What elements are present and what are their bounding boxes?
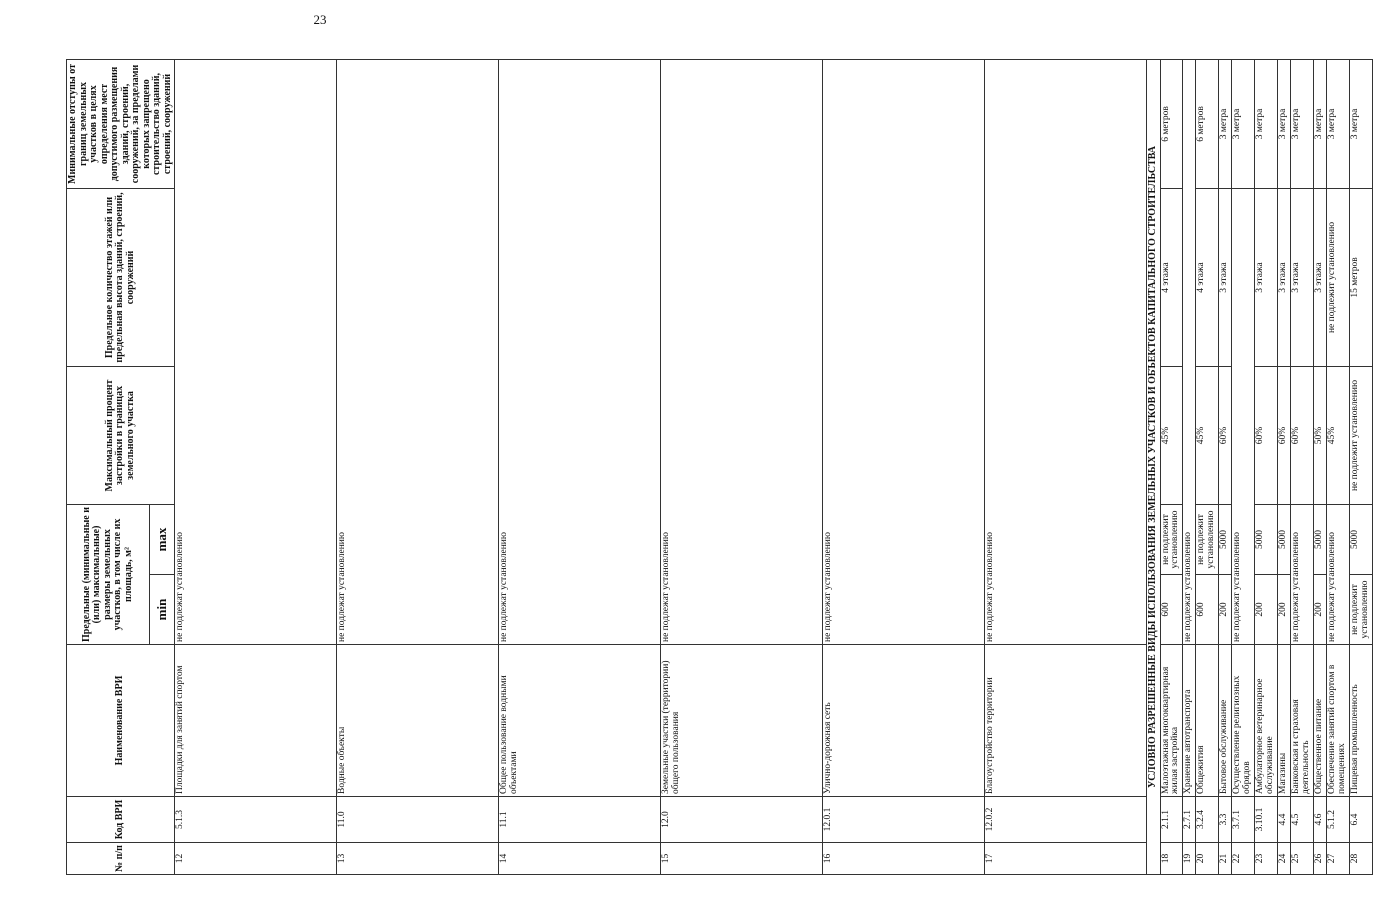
cell-num: 20 (1196, 843, 1219, 875)
cell-pct: 50% (1314, 366, 1327, 504)
table-row (1160, 59, 1183, 874)
rotated-table-container (66, 60, 1370, 875)
cell-name: Малоэтажная многоквартирная жилая застройка (1160, 645, 1183, 797)
cell-num: 12 (175, 843, 337, 875)
table-row (985, 59, 1147, 874)
cell-code: 5.1.3 (175, 797, 337, 843)
cell-name: Улично-дорожная сеть (823, 645, 985, 797)
cell-pct: 60% (1291, 366, 1314, 504)
cell-name: Водные объекты (337, 645, 499, 797)
cell-min: 200 (1255, 575, 1278, 645)
section-title: УСЛОВНО РАЗРЕШЕННЫЕ ВИДЫ ИСПОЛЬЗОВАНИЯ ЗЕМЕЛЬНЫХ УЧАСТКОВ И ОБЪЕКТОВ КАПИТАЛЬНОГО СТРОИТЕЛЬСТВА (1147, 59, 1161, 874)
cell-num: 15 (661, 843, 823, 875)
cell-setback: 3 метра (1255, 59, 1278, 188)
cell-setback: 3 метра (1278, 59, 1291, 188)
table-row (1291, 59, 1314, 874)
table-row (1196, 59, 1219, 874)
cell-name: Благоустройство территории (985, 645, 1147, 797)
header-pct: Максимальный процент застройки в границах земельного участка (67, 366, 175, 504)
cell-span: не подлежат установлению (1291, 504, 1314, 644)
cell-code: 2.7.1 (1183, 797, 1196, 843)
cell-floors: 4 этажа (1196, 188, 1219, 366)
cell-floors: не подлежит установлению (1327, 188, 1350, 366)
table-row (1183, 59, 1196, 874)
cell-name: Хранение автотранспорта (1183, 645, 1196, 797)
cell-min: не подлежит установлению (1350, 575, 1373, 645)
table-row (1232, 59, 1255, 874)
cell-max: не подлежит установлению (1160, 504, 1183, 574)
cell-num: 17 (985, 843, 1147, 875)
cell-floors: 3 этажа (1219, 188, 1232, 366)
cell-num: 18 (1160, 843, 1183, 875)
table-row (823, 59, 985, 874)
cell-floors: 3 этажа (1278, 188, 1291, 366)
cell-pct: 45% (1196, 366, 1219, 504)
cell-setback: 3 метра (1291, 59, 1314, 188)
cell-code: 4.6 (1314, 797, 1327, 843)
table-row (661, 59, 823, 874)
cell-name: Обеспечение занятий спортом в помещениях (1327, 645, 1350, 797)
cell-span: не подлежат установлению (985, 59, 1147, 644)
cell-name: Банковская и страховая деятельность (1291, 645, 1314, 797)
cell-code: 3.3 (1219, 797, 1232, 843)
cell-pct: не подлежит установлению (1350, 366, 1373, 504)
cell-floors: 3 этажа (1255, 188, 1278, 366)
cell-setback: 3 метра (1232, 59, 1255, 188)
cell-code: 11.0 (337, 797, 499, 843)
table-row (1278, 59, 1291, 874)
cell-min: 600 (1196, 575, 1219, 645)
cell-min: 200 (1278, 575, 1291, 645)
cell-code: 12.0.1 (823, 797, 985, 843)
cell-max: 5000 (1219, 504, 1232, 574)
cell-num: 19 (1183, 843, 1196, 875)
table-row (337, 59, 499, 874)
cell-name: Осуществление религиозных обрядов (1232, 645, 1255, 797)
cell-code: 4.5 (1291, 797, 1314, 843)
cell-span: не подлежат установлению (499, 59, 661, 644)
cell-code: 3.10.1 (1255, 797, 1278, 843)
cell-num: 21 (1219, 843, 1232, 875)
cell-pct: 60% (1219, 366, 1232, 504)
cell-code: 11.1 (499, 797, 661, 843)
cell-code: 4.4 (1278, 797, 1291, 843)
cell-span: не подлежат установлению (1183, 59, 1196, 644)
cell-span: не подлежат установлению (175, 59, 337, 644)
cell-floors: 15 метров (1350, 188, 1373, 366)
header-setback: Минимальные отступы от границ земельных участков в целях определения мест допустимого размещения зданий, строений, сооружений, за пределами которых запрещено строительство зданий, строений, сооружений (67, 59, 175, 188)
cell-min: 200 (1314, 575, 1327, 645)
cell-name: Общественное питание (1314, 645, 1327, 797)
rotated-page-area (66, 60, 1370, 875)
cell-num: 22 (1232, 843, 1255, 875)
cell-setback: 3 метра (1219, 59, 1232, 188)
cell-max: не подлежит установлению (1196, 504, 1219, 574)
cell-span: не подлежат установлению (823, 59, 985, 644)
cell-num: 24 (1278, 843, 1291, 875)
page-number: 23 (313, 12, 327, 27)
cell-name: Общее пользование водными объектами (499, 645, 661, 797)
table-row (1327, 59, 1350, 874)
table-row (1255, 59, 1278, 874)
header-code: Код ВРИ (67, 797, 175, 843)
cell-max: 5000 (1350, 504, 1373, 574)
header-num: № п/п (67, 843, 175, 875)
cell-code: 12.0.2 (985, 797, 1147, 843)
table-row (1219, 59, 1232, 874)
cell-span: не подлежат установлению (661, 59, 823, 644)
table-row (1350, 59, 1373, 874)
cell-code: 3.2.4 (1196, 797, 1219, 843)
cell-setback: 3 метра (1314, 59, 1327, 188)
cell-setback: 6 метров (1196, 59, 1219, 188)
header-min: min (150, 575, 175, 645)
cell-max: 5000 (1255, 504, 1278, 574)
header-name: Наименование ВРИ (67, 645, 175, 797)
cell-num: 25 (1291, 843, 1314, 875)
cell-pct: 45% (1160, 366, 1183, 504)
cell-name: Площадки для занятий спортом (175, 645, 337, 797)
cell-span: не подлежат установлению (337, 59, 499, 644)
cell-max: 5000 (1278, 504, 1291, 574)
cell-span: не подлежат установлению (1232, 188, 1255, 644)
cell-code: 6.4 (1350, 797, 1373, 843)
table-row (1314, 59, 1327, 874)
cell-pct: 45% (1327, 366, 1350, 504)
cell-code: 5.1.2 (1327, 797, 1350, 843)
cell-max: 5000 (1314, 504, 1327, 574)
cell-num: 27 (1327, 843, 1350, 875)
cell-num: 23 (1255, 843, 1278, 875)
cell-name: Бытовое обслуживание (1219, 645, 1232, 797)
header-max: max (150, 504, 175, 574)
cell-setback: 6 метров (1160, 59, 1183, 188)
cell-name: Амбулаторное ветеринарное обслуживание (1255, 645, 1278, 797)
land-use-regulations-table (66, 59, 1373, 875)
cell-name: Земельные участки (территории) общего пользования (661, 645, 823, 797)
table-row (175, 59, 337, 874)
cell-setback: 3 метра (1327, 59, 1350, 188)
cell-num: 26 (1314, 843, 1327, 875)
cell-num: 14 (499, 843, 661, 875)
section-row (1147, 59, 1161, 874)
cell-pct: 60% (1278, 366, 1291, 504)
cell-min: 600 (1160, 575, 1183, 645)
cell-name: Общежития (1196, 645, 1219, 797)
cell-code: 12.0 (661, 797, 823, 843)
table-row (499, 59, 661, 874)
cell-floors: 4 этажа (1160, 188, 1183, 366)
cell-span: не подлежат установлению (1327, 504, 1350, 644)
cell-floors: 3 этажа (1314, 188, 1327, 366)
cell-code: 3.7.1 (1232, 797, 1255, 843)
header-floors: Предельное количество этажей или предельная высота зданий, строений, сооружений (67, 188, 175, 366)
cell-name: Пищевая промышленность (1350, 645, 1373, 797)
header-area: Предельные (минимальные и (или) максимальные) размеры земельных участков, в том числе их площадь, м² (67, 504, 150, 644)
cell-floors: 3 этажа (1291, 188, 1314, 366)
cell-num: 13 (337, 843, 499, 875)
cell-setback: 3 метра (1350, 59, 1373, 188)
cell-pct: 60% (1255, 366, 1278, 504)
cell-min: 200 (1219, 575, 1232, 645)
cell-num: 28 (1350, 843, 1373, 875)
cell-code: 2.1.1 (1160, 797, 1183, 843)
cell-num: 16 (823, 843, 985, 875)
cell-name: Магазины (1278, 645, 1291, 797)
